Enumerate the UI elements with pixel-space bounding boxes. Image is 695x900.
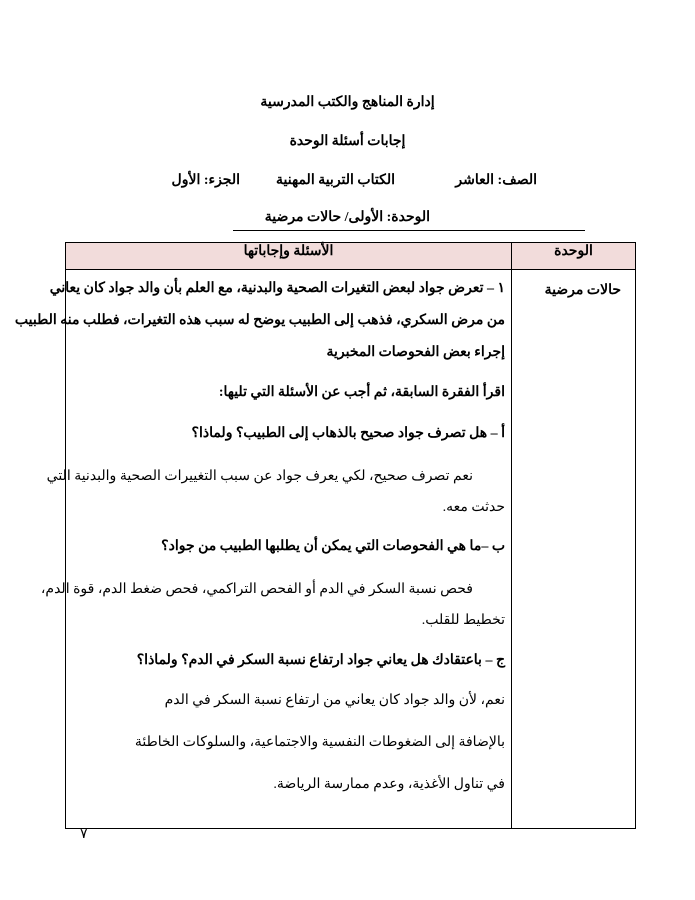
- passage-line: من مرض السكري، فذهب إلى الطبيب يوضح له سبب هذه التغيرات، فطلب منه الطبيب: [14, 313, 505, 328]
- header-cell-unit: الوحدة: [512, 243, 636, 270]
- document-title: إجابات أسئلة الوحدة: [289, 134, 406, 149]
- answer-c-line: في تناول الأغذية، وعدم ممارسة الرياضة.: [273, 777, 505, 792]
- answer-a-line: نعم تصرف صحيح، لكي يعرف جواد عن سبب التغييرات الصحية والبدنية التي: [46, 469, 473, 484]
- answer-a-line: حدثت معه.: [442, 500, 505, 515]
- answer-b-line: فحص نسبة السكر في الدم أو الفحص التراكمي، فحص ضغط الدم، قوة الدم،: [40, 582, 473, 597]
- department-name: إدارة المناهج والكتب المدرسية: [260, 95, 435, 110]
- grade-label: الصف: العاشر: [455, 173, 537, 188]
- part-label: الجزء: الأول: [171, 173, 240, 188]
- unit-label: الوحدة: الأولى/ حالات مرضية: [264, 210, 430, 225]
- instruction-text: اقرأ الفقرة السابقة، ثم أجب عن الأسئلة التي تليها:: [218, 385, 505, 400]
- answer-c-line: بالإضافة إلى الضغوطات النفسية والاجتماعية، والسلوكات الخاطئة: [134, 735, 505, 750]
- question-a: أ – هل تصرف جواد صحيح بالذهاب إلى الطبيب؟ ولماذا؟: [191, 426, 505, 441]
- page-number: ٧: [80, 827, 88, 842]
- answer-b-line: تخطيط للقلب.: [421, 613, 505, 628]
- book-label: الكتاب التربية المهنية: [276, 173, 395, 188]
- question-b: ب –ما هي الفحوصات التي يمكن أن يطلبها الطبيب من جواد؟: [161, 539, 505, 554]
- answers-table: [14, 242, 636, 829]
- passage-line: ١ – تعرض جواد لبعض التغيرات الصحية والبدنية، مع العلم بأن والد جواد كان يعاني: [49, 281, 505, 296]
- header-divider: [233, 230, 585, 231]
- question-c: ج – باعتقادك هل يعاني جواد ارتفاع نسبة السكر في الدم؟ ولماذا؟: [136, 653, 505, 668]
- unit-name: حالات مرضية: [544, 283, 621, 298]
- unit-cell: [512, 270, 636, 829]
- header-cell-questions: الأسئلة وإجاباتها: [66, 243, 512, 270]
- passage-line: إجراء بعض الفحوصات المخبرية: [326, 345, 505, 360]
- answer-c-line: نعم، لأن والد جواد كان يعاني من ارتفاع نسبة السكر في الدم: [164, 693, 505, 708]
- questions-cell: [14, 270, 512, 829]
